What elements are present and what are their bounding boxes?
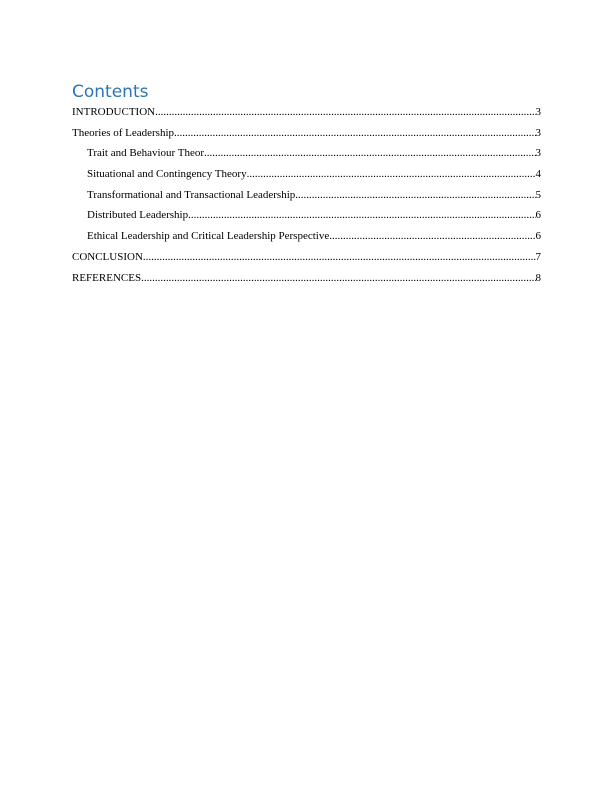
- dot-leader: [155, 102, 535, 123]
- toc-entry-page-number: 3: [535, 106, 541, 118]
- toc-entry-conclusion[interactable]: [72, 247, 541, 268]
- toc-entry-situational-and-contingency-theory[interactable]: [72, 164, 541, 185]
- toc-title: Contents: [72, 82, 149, 102]
- toc-entry-label: Situational and Contingency Theory: [87, 168, 247, 181]
- toc-entry-label: Theories of Leadership: [72, 126, 175, 139]
- toc-entry-page-number: 5: [535, 188, 541, 201]
- dot-leader: [188, 205, 535, 226]
- toc-entry-page-number: 6: [535, 230, 541, 243]
- toc-entry-page-number: 3: [535, 147, 541, 160]
- toc-entry-label: REFERENCES: [72, 271, 142, 284]
- dot-leader: [295, 185, 535, 206]
- dot-leader: [329, 226, 535, 247]
- toc-entry-page-number: 4: [535, 168, 541, 181]
- dot-leader: [141, 268, 535, 289]
- toc-entry-distributed-leadership[interactable]: [72, 205, 541, 226]
- toc-entry-label: Ethical Leadership and Critical Leadership Perspective: [87, 230, 330, 243]
- toc-entry-ethical-leadership[interactable]: [72, 226, 541, 247]
- toc-entry-page-number: 7: [535, 250, 541, 263]
- dot-leader: [143, 247, 536, 268]
- toc-entry-introduction[interactable]: [72, 102, 541, 123]
- toc-entry-theories-of-leadership[interactable]: [72, 123, 541, 144]
- dot-leader: [247, 164, 536, 185]
- toc-entry-trait-and-behaviour-theory[interactable]: [72, 143, 541, 164]
- toc-entry-page-number: 8: [535, 271, 541, 284]
- toc-entry-page-number: 3: [535, 126, 541, 139]
- toc-entry-label: Transformational and Transactional Leadership: [87, 188, 296, 201]
- toc-entry-label: INTRODUCTION: [72, 106, 156, 118]
- toc-entry-transformational-and-transactional-leadership[interactable]: [72, 185, 541, 206]
- toc-entry-label: Distributed Leadership: [87, 209, 189, 222]
- toc-entry-label: CONCLUSION: [72, 250, 143, 263]
- toc-entry-references[interactable]: [72, 268, 541, 289]
- dot-leader: [174, 123, 535, 144]
- table-of-contents: [72, 102, 541, 288]
- toc-entry-page-number: 6: [535, 209, 541, 222]
- dot-leader: [204, 143, 535, 164]
- toc-entry-label: Trait and Behaviour Theor: [87, 147, 205, 160]
